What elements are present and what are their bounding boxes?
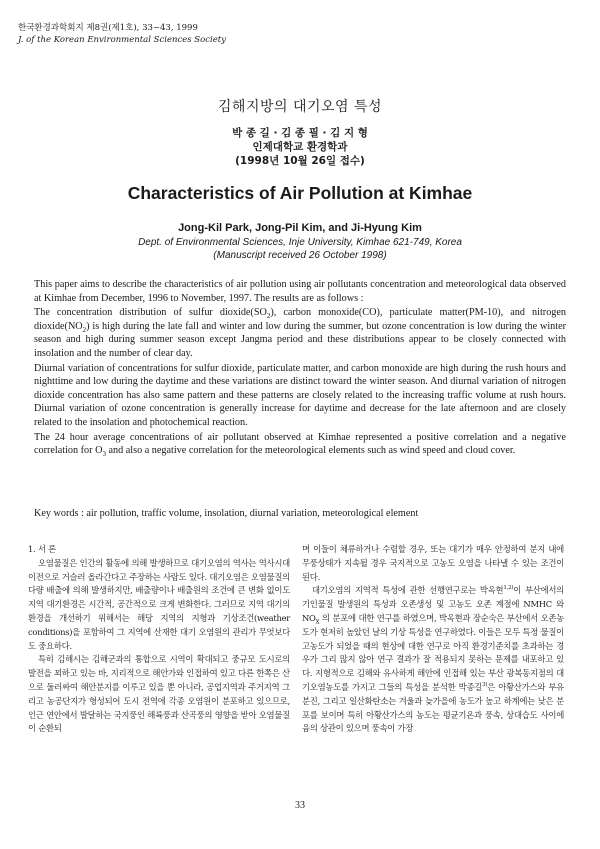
korean-title: 김해지방의 대기오염 특성 — [217, 99, 383, 115]
english-title: Characteristics of Air Pollution at Kimhae — [127, 183, 473, 203]
citation-superscript: 1,2) — [503, 585, 514, 592]
section-heading-introduction: 1. 서 론 — [28, 544, 56, 554]
abstract-paragraph-3: Diurnal variation of concentrations for sulfur dioxide, particulate matter, and carbon monoxide are high during the rush hours and nighttime and low during the daytime and these variations are distinct toward the winter season. And diurnal variation of nitrogen dioxide concentration has also same pattern and these patterns are closely related to the increasing traffic volume at rush hours. Diurnal variation of ozone concentration is generally increase for daytime and decrease for the late afternoon and are closely related to the insolation and photochemical reaction. — [34, 362, 566, 428]
korean-author-block — [0, 126, 600, 168]
body-column-right — [302, 543, 564, 736]
abstract-p4-part: The 24 hour average concentrations of air pollutant observed at Kimhae represented a positive correlation and a negative correlation for O — [34, 431, 566, 457]
body-paragraph — [302, 584, 564, 736]
body-text-part: 대기오염의 지역적 특성에 관한 선행연구로는 박옥현 — [312, 585, 504, 596]
korean-authors: 박 종 길 · 김 종 필 · 김 지 형 — [232, 127, 368, 139]
abstract-paragraph-4 — [34, 431, 566, 458]
korean-received-date: (1998년 10월 26일 접수) — [235, 155, 365, 167]
body-text-part: 이 부산에서의 기인물질 발생원의 특성과 오존생성 및 고농도 오존 계절에 NMHC 와 NO — [302, 585, 564, 623]
english-received-date: (Manuscript received 26 October 1998) — [213, 250, 387, 261]
journal-name-english: J. of the Korean Environmental Sciences Society — [18, 35, 226, 45]
abstract-p2-part: ) is high during the late fall and winter and low during the summer, but ozone concentration is low during the winter season and high during summer season except Jangma period and these distributions appear to be closely connected with insolation and the number of clear day. — [34, 320, 566, 359]
journal-citation: 한국환경과학회지 제8권(제1호), 33~43, 1999 — [18, 23, 198, 33]
journal-header — [18, 22, 226, 46]
page-number: 33 — [295, 800, 305, 811]
abstract-p4-part: and also a negative correlation for the meteorological elements such as wind speed and cloud cover. — [105, 445, 516, 457]
body-paragraph: 오염물질은 인간의 활동에 의해 발생하므로 대기오염의 역사는 역사시대 이전으로 거슬러 올라간다고 주장하는 사람도 있다. 대기오염은 오염물질의 다량 배출에 의해 발생하지만, 배출량이나 배출원의 조건에 큰 변화 없이도 지역 대기환경은 시간적, 공간적으로 크게 변화한다. 그러므로 지역 대기의 환경을 개선하기 위해서는 해당 지역의 지형과 기상조건(weather conditions)을 포함하여 그 지역에 산재한 대기 오염원의 관리가 무엇보다도 중요하다. — [28, 557, 290, 651]
body-paragraph: 특히 김해시는 김해군과의 통합으로 시역이 확대되고 중규모 도시로의 발전을 꾀하고 있는 바, 지리적으로 해안가와 인접하여 있고 다른 한쪽은 산으로 둘러싸여 해안분지를 이루고 있을 뿐 아니라, 공업지역과 주거지역 그리고 농공단지가 형성되어 도시 전역에 각종 오염원이 분포하고 있으므로, 인근 연안에서 발달하는 국지풍인 해륙풍과 산곡풍의 영향을 받아 오염물질이 순환되 — [28, 654, 290, 734]
body-text-part: 의 분포에 대한 연구를 하였으며, 박옥현과 장순숙은 부산에서 오존농도가 현저히 높았던 날의 기상 특성을 연구하였다. 이들은 모두 특정 물질이 고농도가 되었을 때의 현상에 대한 연구로 아직 환경기준치를 초과하는 경우가 그리 많지 않아 연구 결과가 잘 적용되지 못하는 문제를 내포하고 있다. 지형적으로 김해와 유사하게 해안에 인접해 있는 부산 광복동지점의 대기오염농도를 가지고 그들의 특성을 분석한 박종길 — [302, 612, 564, 692]
keywords: Key words : air pollution, traffic volume, insolation, diurnal variation, meteorological element — [34, 508, 419, 519]
english-author-block — [0, 222, 600, 263]
abstract-paragraph-1: This paper aims to describe the characteristics of air pollution using air pollutants concentration and meteorological data observed at Kimhae from December, 1996 to November, 1997. The results are as follows : — [34, 279, 566, 304]
body-column-left — [28, 543, 290, 736]
abstract-paragraph-2 — [34, 306, 566, 360]
subscript: 2 — [82, 325, 87, 334]
korean-affiliation: 인제대학교 환경학과 — [252, 141, 348, 153]
subscript: 3 — [102, 450, 106, 459]
body-paragraph: 며 이들이 체류하거나 수렴할 경우, 또는 대기가 매우 안정하여 분지 내에 무풍상태가 지속될 경우 국지적으로 고농도 오염을 나타낼 수 있는 조건이 된다. — [302, 544, 564, 582]
abstract-p2-part: The concentration distribution of sulfur dioxide(SO — [34, 307, 267, 319]
abstract — [34, 278, 566, 459]
english-authors: Jong-Kil Park, Jong-Pil Kim, and Ji-Hyung Kim — [178, 222, 422, 234]
citation-superscript: 3) — [482, 682, 488, 689]
abstract-p2-part: ), carbon monoxide(CO), particulate matter(PM-10), and nitrogen dioxide(NO — [34, 307, 566, 332]
subscript: x — [315, 617, 320, 626]
body-text-part: 은 아황산가스와 부유분진, 그리고 일산화탄소는 겨울과 늦가을에 농도가 높고 하계에는 낮은 분포를 보이며 특히 아황산가스의 농도는 평균기온과 풍속, 상대습도 사이에 음의 상관이 있으며 풍속이 가장 — [302, 681, 564, 734]
subscript: 2 — [266, 312, 271, 321]
english-affiliation: Dept. of Environmental Sciences, Inje University, Kimhae 621-749, Korea — [138, 236, 462, 248]
